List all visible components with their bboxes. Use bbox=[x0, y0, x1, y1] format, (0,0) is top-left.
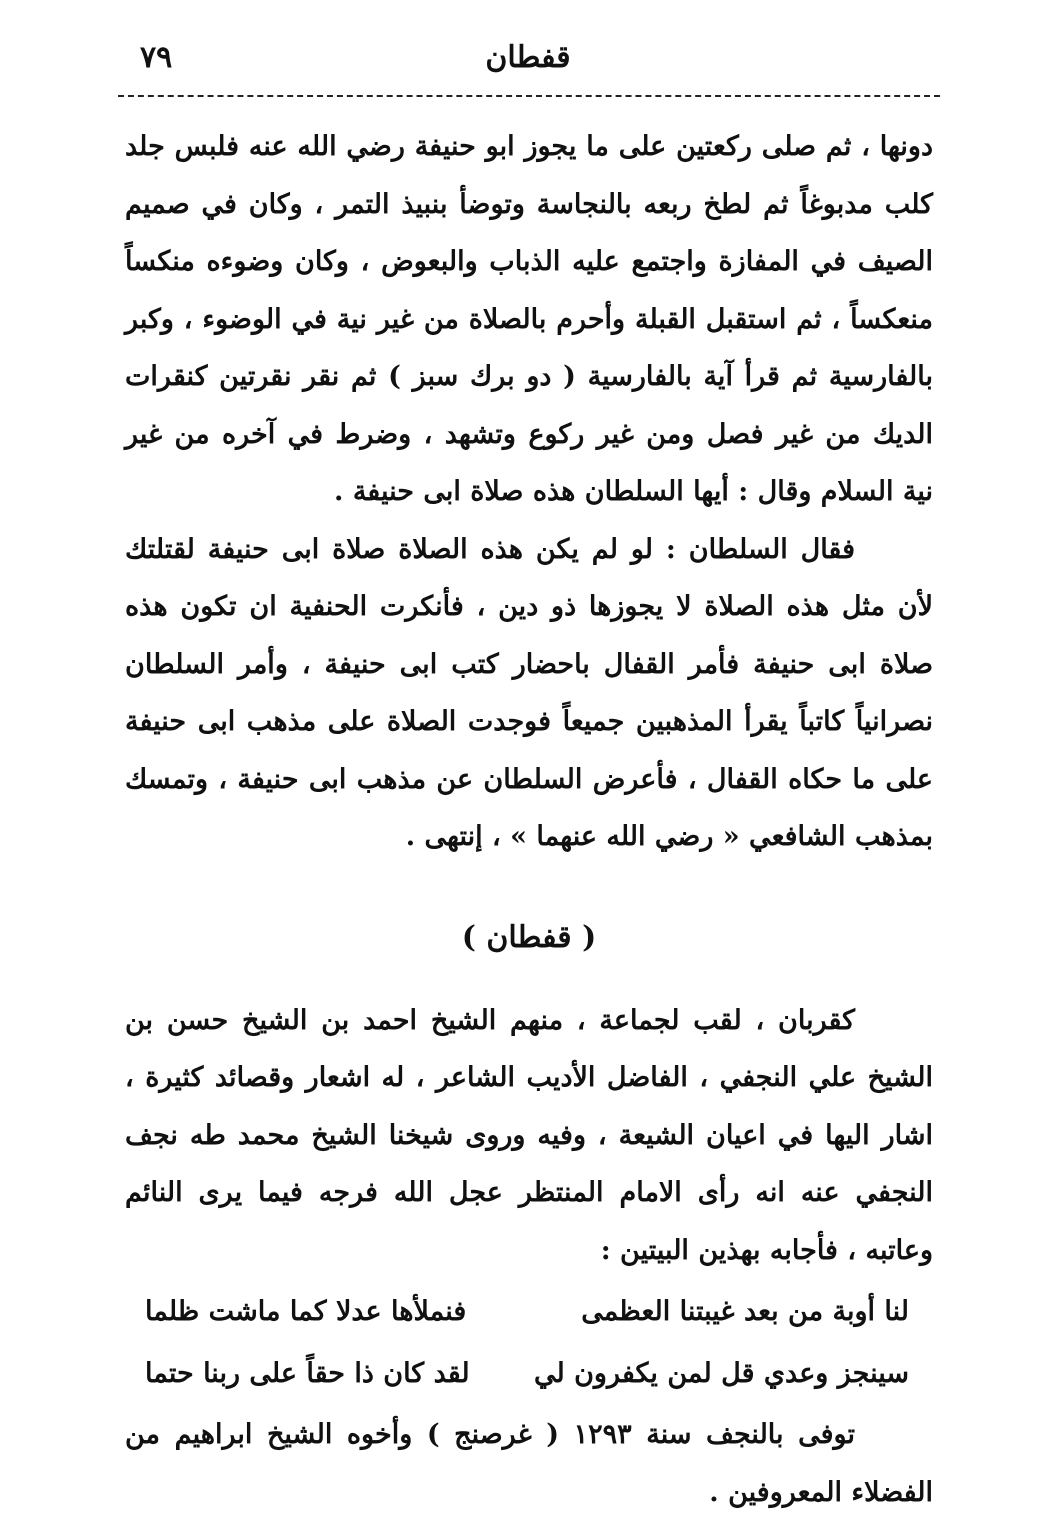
paragraph-1: دونها ، ثم صلى ركعتين على ما يجوز ابو حنيفة رضي الله عنه فلبس جلد كلب مدبوغاً ثم لطخ ربعه بالنجاسة وتوضأ بنبيذ التمر ، وكان في صميم الصيف في المفازة واجتمع عليه الذباب والبعوض ، وكان وضوءه منكساً منعكساً ، ثم استقبل القبلة وأحرم بالصلاة من غير نية في الوضوء ، وكبر بالفارسية ثم قرأ آية بالفارسية ( دو برك سبز ) ثم نقر نقرتين كنقرات الديك من غير فصل ومن غير ركوع وتشهد ، وضرط في آخره من غير نية السلام وقال : أيها السلطان هذه صلاة ابى حنيفة . bbox=[125, 131, 933, 507]
verse-2-first-hemistich: سينجز وعدي قل لمن يكفرون لي bbox=[533, 1357, 909, 1389]
verse-1-first-hemistich: لنا أوبة من بعد غيبتنا العظمى bbox=[581, 1296, 909, 1327]
verse-line-2 bbox=[125, 1345, 933, 1403]
page-body bbox=[125, 118, 933, 1521]
page-header bbox=[118, 40, 938, 88]
verse-1-second-hemistich: فنملأها عدلا كما ماشت ظلما bbox=[145, 1296, 467, 1327]
paragraph-2: فقال السلطان : لو لم يكن هذه الصلاة صلاة ابى حنيفة لقتلتك لأن مثل هذه الصلاة لا يجوزها ذو دين ، فأنكرت الحنفية ان تكون هذه صلاة ابى حنيفة فأمر القفال باحضار كتب ابى حنيفة ، وأمر السلطان نصرانياً كاتباً يقرأ المذهبين جميعاً فوجدت الصلاة على مذهب ابى حنيفة على ما حكاه القفال ، فأعرض السلطان عن مذهب ابى حنيفة ، وتمسك بمذهب الشافعي « رضي الله عنهما » ، إنتهى . bbox=[125, 533, 933, 852]
closing-paragraph: توفى بالنجف سنة ١٢٩٣ ( غرصنج ) وأخوه الشيخ ابراهيم من الفضلاء المعروفين . bbox=[125, 1419, 933, 1508]
verse-2-second-hemistich: لقد كان ذا حقاً على ربنا حتما bbox=[145, 1357, 470, 1389]
header-rule bbox=[118, 95, 940, 97]
verse-line-1 bbox=[125, 1283, 933, 1341]
section-heading: ( قفطان ) bbox=[461, 919, 597, 955]
section-paragraph: كقربان ، لقب لجماعة ، منهم الشيخ احمد بن الشيخ حسن بن الشيخ علي النجفي ، الفاضل الأديب الشاعر ، له اشعار وقصائد كثيرة ، اشار اليها في اعيان الشيعة ، وفيه وروى شيخنا الشيخ محمد طه نجف النجفي عنه انه رأى الامام المنتظر عجل الله فرجه فيما يرى النائم وعاتبه ، فأجابه بهذين البيتين : bbox=[125, 1004, 933, 1266]
page-number: ٧٩ bbox=[140, 40, 173, 75]
running-title: قفطان bbox=[485, 40, 571, 75]
